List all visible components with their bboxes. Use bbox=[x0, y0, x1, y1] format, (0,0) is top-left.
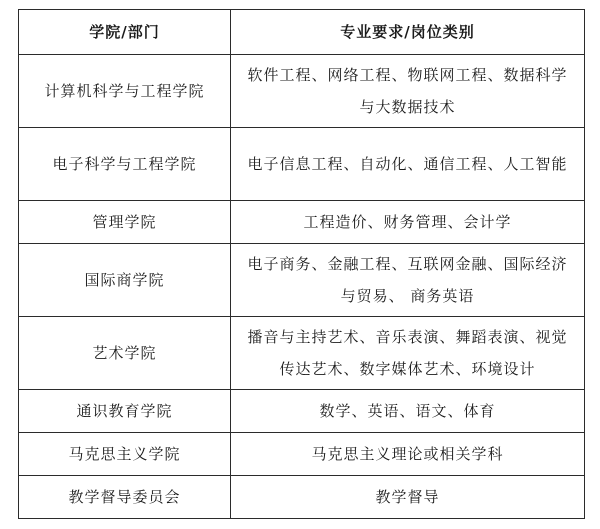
table-row bbox=[19, 128, 585, 201]
department-cell: 电子科学与工程学院 bbox=[19, 128, 231, 201]
table-row bbox=[19, 317, 585, 390]
department-cell: 马克思主义学院 bbox=[19, 433, 231, 476]
requirements-cell: 工程造价、财务管理、会计学 bbox=[231, 201, 585, 244]
department-cell: 艺术学院 bbox=[19, 317, 231, 390]
table-row bbox=[19, 244, 585, 317]
table-row bbox=[19, 390, 585, 433]
requirements-cell: 教学督导 bbox=[231, 476, 585, 519]
department-cell: 计算机科学与工程学院 bbox=[19, 55, 231, 128]
table-row bbox=[19, 201, 585, 244]
department-cell: 管理学院 bbox=[19, 201, 231, 244]
header-requirements: 专业要求/岗位类别 bbox=[231, 10, 585, 55]
table-row bbox=[19, 476, 585, 519]
requirements-cell: 电子商务、金融工程、互联网金融、国际经济与贸易、 商务英语 bbox=[231, 244, 585, 317]
department-requirements-table bbox=[18, 9, 585, 519]
table-row bbox=[19, 433, 585, 476]
requirements-cell: 播音与主持艺术、音乐表演、舞蹈表演、视觉传达艺术、数字媒体艺术、环境设计 bbox=[231, 317, 585, 390]
requirements-cell: 数学、英语、语文、体育 bbox=[231, 390, 585, 433]
requirements-cell: 电子信息工程、自动化、通信工程、人工智能 bbox=[231, 128, 585, 201]
table-row bbox=[19, 55, 585, 128]
header-department: 学院/部门 bbox=[19, 10, 231, 55]
table-header-row bbox=[19, 10, 585, 55]
requirements-cell: 马克思主义理论或相关学科 bbox=[231, 433, 585, 476]
department-cell: 国际商学院 bbox=[19, 244, 231, 317]
department-cell: 通识教育学院 bbox=[19, 390, 231, 433]
department-cell: 教学督导委员会 bbox=[19, 476, 231, 519]
requirements-cell: 软件工程、网络工程、物联网工程、数据科学与大数据技术 bbox=[231, 55, 585, 128]
